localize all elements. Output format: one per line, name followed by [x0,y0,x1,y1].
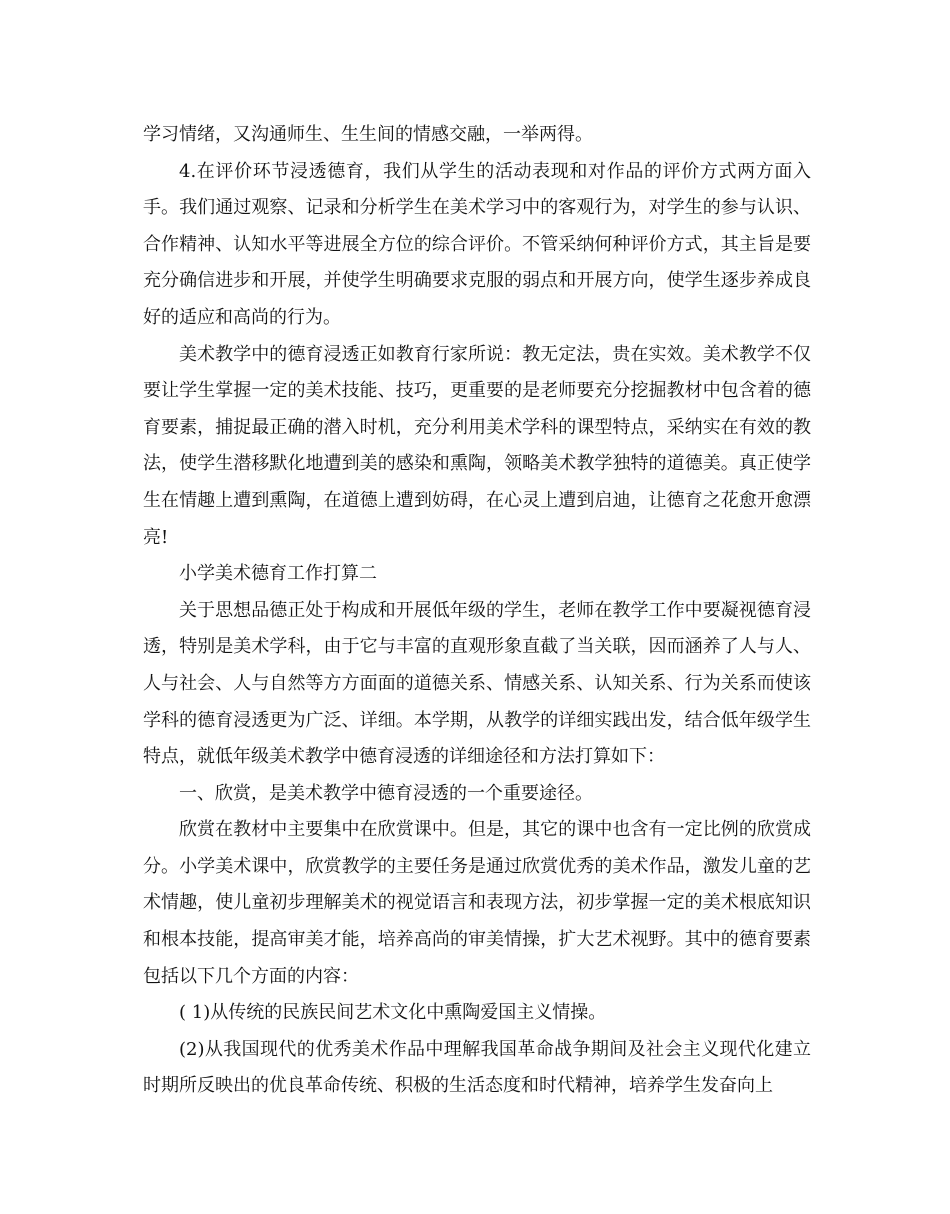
paragraph-continuation: 学习情绪，又沟通师生、生生间的情感交融，一举两得。 [143,124,593,145]
list-item-1: ( 1)从传统的民族民间艺术文化中熏陶爱国主义情操。 [179,1002,607,1024]
paragraph-intro: 关于思想品德正处于构成和开展低年级的学生，老师在教学工作中要凝视德育浸透，特别是美术学科，由于它与丰富的直观形象直截了当关联，因而涵养了人与人、人与社会、人与自然等方方面面的道德关系、情感关系、认知关系、行为关系而使该学科的德育浸透更为广泛、详细。本学期，从教学的详细实践出发，结合低年级学生特点，就低年级美术教学中德育浸透的详细途径和方法打算如下： [143,599,811,768]
section-heading: 小学美术德育工作打算二 [179,563,377,585]
paragraph-summary: 美术教学中的德育浸透正如教育行家所说：教无定法，贵在实效。美术教学不仅要让学生掌握一定的美术技能、技巧，更重要的是老师要充分挖掘教材中包含着的德育要素，捕捉最正确的潜入时机，充分利用美术学科的课型特点，采纳实在有效的教法，使学生潜移默化地遭到美的感染和熏陶，领略美术教学独特的道德美。真正使学生在情趣上遭到熏陶，在道德上遭到妨碍，在心灵上遭到启迪，让德育之花愈开愈漂亮! [143,343,811,548]
list-item-2: (2)从我国现代的优秀美术作品中理解我国革命战争期间及社会主义现代化建立时期所反映出的优良革命传统、积极的生活态度和时代精神，培养学生发奋向上 [143,1038,811,1097]
document-body [143,117,811,1105]
paragraph-appreciation: 欣赏在教材中主要集中在欣赏课中。但是，其它的课中也含有一定比例的欣赏成分。小学美术课中，欣赏教学的主要任务是通过欣赏优秀的美术作品，激发儿童的艺术情趣，使儿童初步理解美术的视觉语言和表现方法，初步掌握一定的美术根底知识和根本技能，提高审美才能，培养高尚的审美情操，扩大艺术视野。其中的德育要素包括以下几个方面的内容： [143,819,811,987]
paragraph-evaluation: 4.在评价环节浸透德育，我们从学生的活动表现和对作品的评价方式两方面入手。我们通过观察、记录和分析学生在美术学习中的客观行为，对学生的参与认识、合作精神、认知水平等进展全方位的综合评价。不管采纳何种评价方式，其主旨是要充分确信进步和开展，并使学生明确要求克服的弱点和开展方向，使学生逐步养成良好的适应和高尚的行为。 [143,160,811,328]
subheading-appreciation: 一、欣赏，是美术教学中德育浸透的一个重要途径。 [179,782,593,804]
